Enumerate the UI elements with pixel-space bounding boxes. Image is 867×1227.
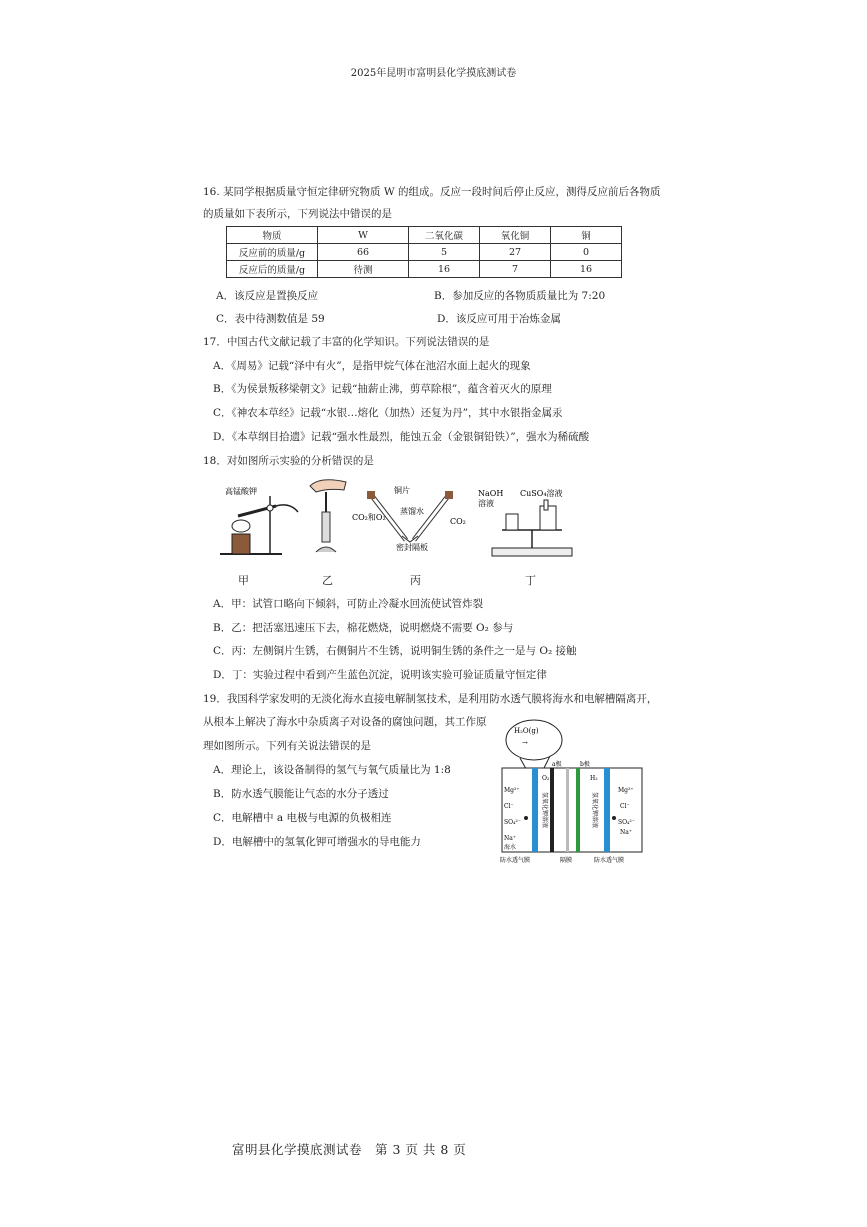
q16-option-a: A．该反应是置换反应 bbox=[216, 290, 319, 302]
q17-stem: 17．中国古代文献记载了丰富的化学知识。下列说法错误的是 bbox=[203, 336, 490, 348]
mass-table bbox=[226, 226, 622, 278]
seawater-label: 海水 bbox=[504, 844, 517, 851]
figure-ding-balance bbox=[478, 486, 584, 560]
figure-yi-compression-tube bbox=[306, 476, 350, 556]
na-right-label: Na⁺ bbox=[620, 829, 632, 836]
table-cell: 16 bbox=[409, 261, 480, 278]
water-label: 蒸馏水 bbox=[400, 507, 424, 516]
table-cell: 7 bbox=[480, 261, 551, 278]
q16-option-b: B．参加反应的各物质质量比为 7:20 bbox=[434, 290, 606, 302]
table-cell: 二氧化碳 bbox=[409, 227, 480, 244]
koh-left-label: 氢氧化钾溶液 bbox=[541, 792, 548, 829]
mg-right-label: Mg²⁺ bbox=[618, 787, 634, 794]
table-header-row bbox=[227, 227, 622, 244]
cl-left-label: Cl⁻ bbox=[504, 803, 514, 810]
q18-stem: 18．对如图所示实验的分析错误的是 bbox=[203, 455, 374, 467]
figure-jia-heating-apparatus bbox=[212, 478, 308, 558]
q18-option-d: D．丁：实验过程中看到产生蓝色沉淀，说明该实验可验证质量守恒定律 bbox=[213, 669, 547, 681]
co2o2-label: CO₂和O₂ bbox=[352, 513, 386, 522]
table-cell: 铜 bbox=[551, 227, 622, 244]
q17-option-c: C．《神农本草经》记载“水银…熔化（加热）还复为丹”，其中水银指金属汞 bbox=[213, 407, 563, 419]
q17-option-a: A．《周易》记载“泽中有火”，是指甲烷气体在池沼水面上起火的现象 bbox=[213, 360, 531, 372]
page-footer: 富明县化学摸底测试卷 第 3 页 共 8 页 bbox=[232, 1142, 467, 1157]
table-cell: 0 bbox=[551, 244, 622, 261]
table-row bbox=[227, 244, 622, 261]
bubble-label: H₂O(g) bbox=[514, 727, 539, 735]
electrode-b-label: b极 bbox=[580, 761, 590, 768]
q18-option-a: A．甲：试管口略向下倾斜，可防止冷凝水回流使试管炸裂 bbox=[213, 598, 484, 610]
page-header: 2025年昆明市富明县化学摸底测试卷 bbox=[350, 68, 517, 79]
cuso4-label: CuSO₄溶液 bbox=[520, 489, 563, 498]
h2-label: H₂ bbox=[590, 775, 598, 782]
na-left-label: Na⁺ bbox=[504, 835, 516, 842]
q19-option-c: C．电解槽中 a 电极与电源的负极相连 bbox=[213, 812, 392, 824]
q16-stem-line2: 的质量如下表所示，下列说法中错误的是 bbox=[203, 208, 392, 220]
figure-electrolysis-cell bbox=[496, 718, 648, 866]
q19-stem-line2: 从根本上解决了海水中杂质离子对设备的腐蚀问题，其工作原 bbox=[203, 716, 487, 728]
q17-option-d: D．《本草纲目拾遗》记载“强水性最烈，能蚀五金（金银铜铅铁）”，强水为稀硫酸 bbox=[213, 431, 590, 443]
q19-stem-line1: 19．我国科学家发明的无淡化海水直接电解制氢技术，是利用防水透气膜将海水和电解槽隔离开， bbox=[203, 693, 658, 705]
membrane-left-label: 防水透气膜 bbox=[500, 857, 531, 864]
table-cell: 27 bbox=[480, 244, 551, 261]
table-row bbox=[227, 261, 622, 278]
solution-label: 溶液 bbox=[478, 499, 494, 508]
table-cell: W bbox=[318, 227, 409, 244]
table-cell: 16 bbox=[551, 261, 622, 278]
diaphragm-label: 隔膜 bbox=[560, 857, 573, 864]
q18-option-b: B．乙：把活塞迅速压下去，棉花燃烧，说明燃烧不需要 O₂ 参与 bbox=[213, 622, 514, 634]
table-cell: 5 bbox=[409, 244, 480, 261]
q17-option-b: B．《为侯景叛移梁朝文》记载“抽薪止沸，剪草除根”，蕴含着灭火的原理 bbox=[213, 383, 552, 395]
q19-stem-line3: 理如图所示。下列有关说法错误的是 bbox=[203, 740, 371, 752]
q19-option-b: B．防水透气膜能让气态的水分子透过 bbox=[213, 788, 389, 800]
table-cell: 氧化铜 bbox=[480, 227, 551, 244]
koh-right-label: 氢氧化钾溶液 bbox=[591, 792, 598, 829]
co2-label: CO₂ bbox=[450, 517, 466, 526]
o2-label: O₂ bbox=[542, 775, 550, 782]
so4-left-label: SO₄²⁻ bbox=[504, 819, 522, 826]
kmno4-label: 高锰酸钾 bbox=[225, 487, 257, 496]
q19-option-a: A．理论上，该设备制得的氢气与氧气质量比为 1:8 bbox=[213, 764, 451, 776]
table-cell: 物质 bbox=[227, 227, 318, 244]
figure-label-yi: 乙 bbox=[322, 574, 333, 587]
mg-left-label: Mg²⁺ bbox=[504, 787, 520, 794]
q19-option-d: D．电解槽中的氢氧化钾可增强水的导电能力 bbox=[213, 836, 421, 848]
table-cell: 66 bbox=[318, 244, 409, 261]
q18-option-c: C．丙：左侧铜片生锈，右侧铜片不生锈，说明铜生锈的条件之一是与 O₂ 接触 bbox=[213, 645, 577, 657]
electrode-a-label: a极 bbox=[552, 761, 562, 768]
naoh-label: NaOH bbox=[478, 489, 504, 498]
table-cell: 反应前的质量/g bbox=[227, 244, 318, 261]
bubble-arrow-icon: → bbox=[522, 739, 528, 747]
copper-label: 铜片 bbox=[394, 486, 410, 495]
figure-label-jia: 甲 bbox=[238, 574, 249, 587]
table-cell: 待测 bbox=[318, 261, 409, 278]
table-cell: 反应后的质量/g bbox=[227, 261, 318, 278]
membrane-right-label: 防水透气膜 bbox=[594, 857, 625, 864]
q16-option-c: C．表中待测数值是 59 bbox=[216, 313, 325, 325]
figure-label-bing: 丙 bbox=[410, 574, 421, 587]
cl-right-label: Cl⁻ bbox=[620, 803, 630, 810]
q16-option-d: D．该反应可用于冶炼金属 bbox=[437, 313, 561, 325]
figure-label-ding: 丁 bbox=[525, 574, 536, 587]
plate-label: 密封隔板 bbox=[396, 543, 428, 552]
figure-bing-copper-rust bbox=[352, 482, 468, 562]
so4-right-label: SO₄²⁻ bbox=[618, 819, 636, 826]
q16-stem-line1: 16. 某同学根据质量守恒定律研究物质 W 的组成。反应一段时间后停止反应，测得反应前后各物质 bbox=[203, 186, 661, 198]
